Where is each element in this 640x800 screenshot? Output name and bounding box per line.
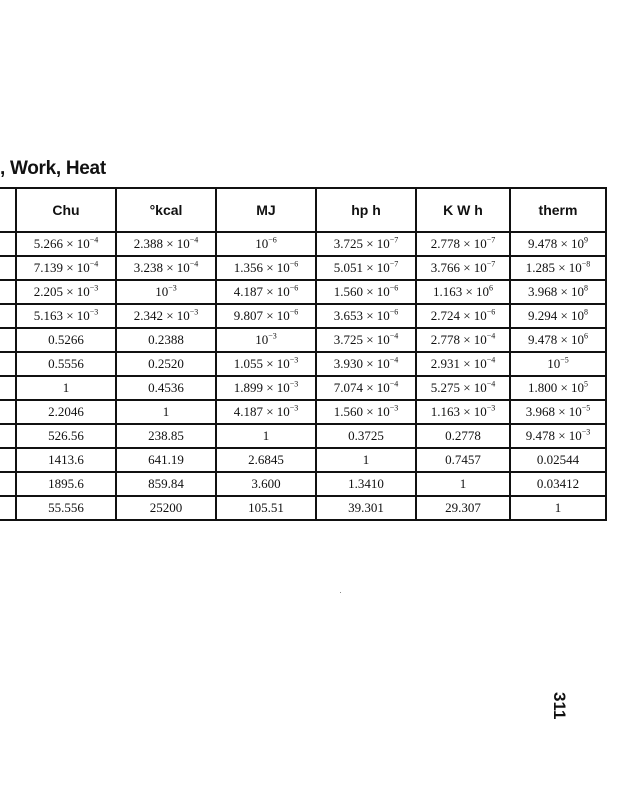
cell-exponent: 6: [489, 283, 494, 293]
table-row: [0, 280, 606, 304]
table-cell: [116, 304, 216, 328]
table-cell: [510, 280, 606, 304]
table-cell: [416, 304, 510, 328]
page-number: 311: [550, 692, 569, 720]
cell-exponent: −4: [389, 379, 399, 389]
table-cell: [116, 376, 216, 400]
cell-value: 1.356 × 10: [233, 260, 290, 275]
table-cell: [416, 376, 510, 400]
cell-value: 1895.6: [48, 476, 84, 491]
table-cell: [116, 424, 216, 448]
table-cell: [116, 352, 216, 376]
cell-exponent: −3: [389, 403, 399, 413]
cell-value: 0.5556: [48, 356, 84, 371]
cell-exponent: −6: [486, 307, 496, 317]
cell-value: 10: [155, 284, 169, 299]
cell-exponent: −6: [289, 259, 299, 269]
table-cell: [510, 352, 606, 376]
cell-exponent: −7: [389, 235, 399, 245]
table-row: [0, 448, 606, 472]
cell-exponent: −4: [89, 259, 99, 269]
table-cell: [16, 304, 116, 328]
table-row: [0, 232, 606, 256]
table-cell: [316, 232, 416, 256]
column-header: °kcal: [116, 188, 216, 232]
cell-value: 3.600: [251, 476, 281, 491]
cell-value: 2.2046: [48, 404, 84, 419]
table-cell: [16, 256, 116, 280]
cell-value: 7.139 × 10: [33, 260, 90, 275]
cell-value: 641.19: [148, 452, 184, 467]
cell-exponent: −4: [189, 235, 199, 245]
cell-value: 1: [162, 404, 170, 419]
cell-value: 1: [554, 500, 562, 515]
table-row: [0, 472, 606, 496]
cell-value: 3.725 × 10: [333, 332, 390, 347]
cell-value: 0.03412: [536, 476, 580, 491]
cell-exponent: −7: [486, 235, 496, 245]
table-cell: [116, 400, 216, 424]
conversion-table: [0, 187, 607, 521]
cell-exponent: −3: [581, 427, 591, 437]
table-cell: [416, 424, 510, 448]
cell-exponent: 8: [584, 307, 589, 317]
table-cell: [116, 232, 216, 256]
cell-value: 0.5266: [48, 332, 84, 347]
table-row: [0, 352, 606, 376]
table-cell: [16, 472, 116, 496]
table-cell: [116, 448, 216, 472]
cell-exponent: −3: [189, 307, 199, 317]
column-header: MJ: [216, 188, 316, 232]
table-cell: [316, 280, 416, 304]
cell-exponent: −4: [89, 235, 99, 245]
cell-value: 10: [547, 356, 561, 371]
cell-value: 1: [459, 476, 467, 491]
table-cell: [0, 472, 16, 496]
table-body: [0, 232, 606, 520]
cell-value: 1.560 × 10: [333, 284, 390, 299]
table-cell: [510, 376, 606, 400]
cell-value: 0.2778: [445, 428, 481, 443]
cell-value: 55.556: [48, 500, 84, 515]
cell-exponent: −7: [389, 259, 399, 269]
table-cell: [216, 400, 316, 424]
cell-value: 5.163 × 10: [33, 308, 90, 323]
cell-exponent: −6: [389, 307, 399, 317]
cell-value: 0.2520: [148, 356, 184, 371]
table-cell: [216, 496, 316, 520]
table-cell: [0, 400, 16, 424]
cell-value: 1: [262, 428, 270, 443]
cell-value: 5.266 × 10: [33, 236, 90, 251]
table-cell: [216, 448, 316, 472]
cell-exponent: 5: [584, 379, 589, 389]
cell-exponent: −3: [289, 379, 299, 389]
table-cell: [116, 328, 216, 352]
table-cell: [0, 376, 16, 400]
table-row: [0, 328, 606, 352]
table-cell: [416, 472, 510, 496]
cell-value: 3.766 × 10: [430, 260, 487, 275]
table-row: [0, 496, 606, 520]
table-cell: [216, 328, 316, 352]
cell-exponent: −3: [486, 403, 496, 413]
table-cell: [16, 496, 116, 520]
cell-value: 1.800 × 10: [527, 380, 585, 395]
cell-value: 2.724 × 10: [430, 308, 487, 323]
table-cell: [316, 424, 416, 448]
table-cell: [510, 448, 606, 472]
cell-exponent: 6: [584, 331, 589, 341]
table-cell: [16, 352, 116, 376]
table-cell: [0, 424, 16, 448]
table-cell: [216, 256, 316, 280]
table-row: [0, 376, 606, 400]
cell-value: 1.163 × 10: [430, 404, 487, 419]
cell-value: 1.285 × 10: [525, 260, 582, 275]
table-row: [0, 256, 606, 280]
table-cell: [0, 256, 16, 280]
cell-value: 7.074 × 10: [333, 380, 390, 395]
table-cell: [116, 472, 216, 496]
cell-value: 1.3410: [348, 476, 384, 491]
table-cell: [416, 280, 510, 304]
cell-exponent: −6: [289, 283, 299, 293]
table-cell: [0, 280, 16, 304]
cell-value: 9.294 × 10: [527, 308, 585, 323]
cell-exponent: −3: [289, 355, 299, 365]
cell-value: 9.478 × 10: [525, 428, 582, 443]
cell-exponent: −4: [389, 355, 399, 365]
cell-value: 4.187 × 10: [233, 404, 290, 419]
cell-exponent: −8: [581, 259, 591, 269]
scan-speck: [340, 592, 341, 593]
cell-value: 5.275 × 10: [430, 380, 487, 395]
cell-value: 9.478 × 10: [527, 332, 585, 347]
table-cell: [416, 232, 510, 256]
table-cell: [510, 232, 606, 256]
cell-exponent: 9: [584, 235, 589, 245]
cell-value: 1.055 × 10: [233, 356, 290, 371]
cell-exponent: −4: [486, 355, 496, 365]
column-header: therm: [510, 188, 606, 232]
table-cell: [416, 448, 510, 472]
cell-value: 39.301: [348, 500, 384, 515]
table-cell: [416, 256, 510, 280]
table-cell: [16, 328, 116, 352]
table-cell: [0, 232, 16, 256]
cell-exponent: −5: [581, 403, 591, 413]
table-cell: [510, 496, 606, 520]
table-row: [0, 304, 606, 328]
cell-exponent: −4: [189, 259, 199, 269]
table-cell: [216, 280, 316, 304]
page-title: , Work, Heat: [0, 158, 106, 179]
cell-exponent: −6: [268, 235, 277, 245]
column-header: Chu: [16, 188, 116, 232]
cell-value: 3.653 × 10: [333, 308, 390, 323]
cell-value: 1: [62, 380, 70, 395]
table-row: [0, 424, 606, 448]
table-cell: [16, 376, 116, 400]
cell-value: 1.163 × 10: [432, 284, 490, 299]
table-cell: [0, 496, 16, 520]
table-cell: [316, 496, 416, 520]
table-cell: [216, 472, 316, 496]
cell-value: 0.02544: [536, 452, 580, 467]
cell-value: 10: [255, 236, 269, 251]
table-header-row: [0, 188, 606, 232]
cell-value: 2.931 × 10: [430, 356, 487, 371]
table-row: [0, 400, 606, 424]
table-cell: [216, 232, 316, 256]
table-cell: [116, 496, 216, 520]
table-cell: [316, 328, 416, 352]
cell-exponent: −3: [89, 283, 99, 293]
cell-value: 9.478 × 10: [527, 236, 585, 251]
table-cell: [116, 280, 216, 304]
cell-exponent: −6: [389, 283, 399, 293]
cell-value: 2.6845: [248, 452, 284, 467]
cell-value: 3.968 × 10: [527, 284, 585, 299]
table-cell: [316, 472, 416, 496]
table-cell: [416, 496, 510, 520]
cell-value: 2.205 × 10: [33, 284, 90, 299]
cell-exponent: −5: [560, 355, 569, 365]
column-header: hp h: [316, 188, 416, 232]
table-cell: [416, 352, 510, 376]
table-cell: [510, 256, 606, 280]
cell-exponent: −4: [486, 331, 496, 341]
table-cell: [16, 400, 116, 424]
cell-value: 9.807 × 10: [233, 308, 290, 323]
table-cell: [0, 328, 16, 352]
cell-value: 0.2388: [148, 332, 184, 347]
table-cell: [316, 352, 416, 376]
table-cell: [316, 256, 416, 280]
cell-exponent: −4: [486, 379, 496, 389]
cell-value: 2.778 × 10: [430, 236, 487, 251]
table-cell: [16, 232, 116, 256]
cell-value: 1413.6: [48, 452, 84, 467]
cell-value: 859.84: [148, 476, 184, 491]
cell-exponent: −6: [289, 307, 299, 317]
cell-exponent: −3: [268, 331, 277, 341]
table-cell: [510, 424, 606, 448]
table-cell: [16, 448, 116, 472]
cell-value: 5.051 × 10: [333, 260, 390, 275]
table-cell: [316, 376, 416, 400]
cell-value: 0.7457: [445, 452, 481, 467]
cell-exponent: −3: [168, 283, 177, 293]
cell-value: 3.968 × 10: [525, 404, 582, 419]
table-cell: [316, 448, 416, 472]
cell-value: 29.307: [445, 500, 481, 515]
cell-value: 4.187 × 10: [233, 284, 290, 299]
table-cell: [216, 376, 316, 400]
column-header: K W h: [416, 188, 510, 232]
cell-exponent: −4: [389, 331, 399, 341]
table-cell: [216, 304, 316, 328]
cell-value: 105.51: [248, 500, 284, 515]
cell-value: 2.342 × 10: [133, 308, 190, 323]
cell-value: 526.56: [48, 428, 84, 443]
table-cell: [510, 472, 606, 496]
table-cell: [416, 328, 510, 352]
cell-value: 3.238 × 10: [133, 260, 190, 275]
cell-value: 2.388 × 10: [133, 236, 190, 251]
cell-value: 1: [362, 452, 370, 467]
table-cell: [0, 352, 16, 376]
table-cell: [16, 424, 116, 448]
cell-value: 238.85: [148, 428, 184, 443]
cell-value: 3.930 × 10: [333, 356, 390, 371]
table-cell: [216, 424, 316, 448]
cell-value: 2.778 × 10: [430, 332, 487, 347]
cell-value: 25200: [149, 500, 183, 515]
table-cell: [0, 304, 16, 328]
table-cell: [116, 256, 216, 280]
table-cell: [16, 280, 116, 304]
table-cell: [510, 400, 606, 424]
table-cell: [316, 304, 416, 328]
column-header: [0, 188, 16, 232]
cell-value: 0.4536: [148, 380, 184, 395]
cell-exponent: 8: [584, 283, 589, 293]
cell-value: 10: [255, 332, 269, 347]
cell-exponent: −7: [486, 259, 496, 269]
table-cell: [510, 304, 606, 328]
table-cell: [416, 400, 510, 424]
table-cell: [216, 352, 316, 376]
cell-value: 0.3725: [348, 428, 384, 443]
table-cell: [316, 400, 416, 424]
cell-exponent: −3: [89, 307, 99, 317]
cell-value: 1.899 × 10: [233, 380, 290, 395]
table-cell: [510, 328, 606, 352]
cell-value: 3.725 × 10: [333, 236, 390, 251]
cell-exponent: −3: [289, 403, 299, 413]
cell-value: 1.560 × 10: [333, 404, 390, 419]
table-cell: [0, 448, 16, 472]
